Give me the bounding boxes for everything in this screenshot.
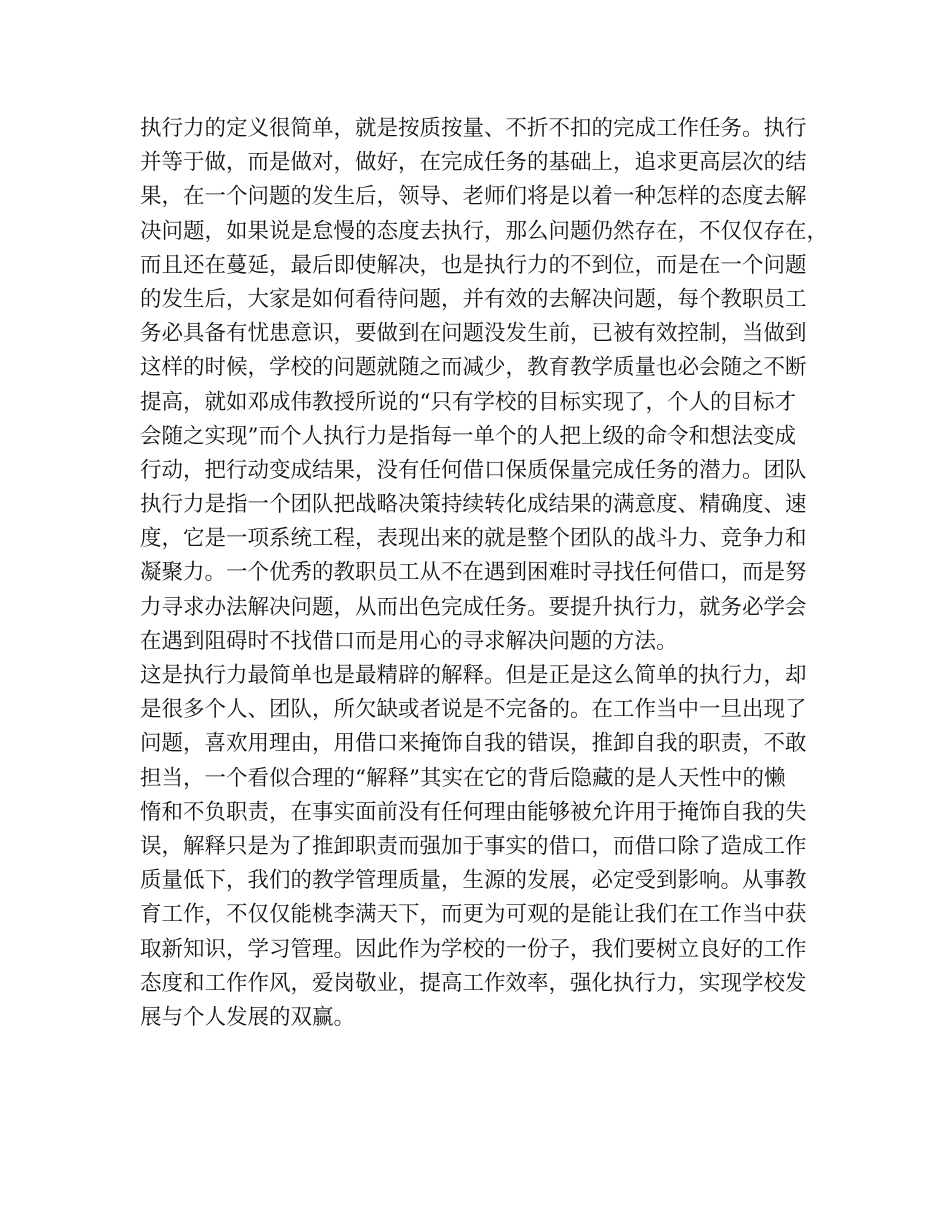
text-line: 担当，一个看似合理的“解释”其实在它的背后隐藏的是人天性中的懒: [140, 765, 786, 791]
text-line: 问题，喜欢用理由，用借口来掩饰自我的错误，推卸自我的职责，不敢: [140, 731, 807, 757]
text-line: 这样的时候，学校的问题就随之而减少，教育教学质量也必会随之不断: [140, 355, 807, 381]
text-line: 行动，把行动变成结果，没有任何借口保质保量完成任务的潜力。团队: [140, 457, 807, 483]
text-line: 凝聚力。一个优秀的教职员工从不在遇到困难时寻找任何借口，而是努: [140, 560, 807, 586]
text-line: 育工作，不仅仅能桃李满天下，而更为可观的是能让我们在工作当中获: [140, 902, 807, 928]
text-line: 执行力的定义很简单，就是按质按量、不折不扣的完成工作任务。执行: [140, 116, 807, 141]
text-line: 并等于做，而是做对，做好，在完成任务的基础上，追求更高层次的结: [140, 150, 807, 176]
text-line: 提高，就如邓成伟教授所说的“只有学校的目标实现了，个人的目标才: [140, 389, 796, 415]
paragraph-2: [140, 659, 830, 1035]
text-line: 这是执行力最简单也是最精辟的解释。但是正是这么简单的执行力，却: [140, 663, 807, 688]
document-body: [140, 112, 830, 1035]
text-line: 质量低下，我们的教学管理质量，生源的发展，必定受到影响。从事教: [140, 868, 807, 894]
text-line: 会随之实现”而个人执行力是指每一单个的人把上级的命令和想法变成: [140, 423, 796, 449]
text-line: 态度和工作作风，爱岗敬业，提高工作效率，强化执行力，实现学校发: [140, 970, 807, 996]
text-line: 是很多个人、团队，所欠缺或者说是不完备的。在工作当中一旦出现了: [140, 697, 807, 723]
text-line: 度，它是一项系统工程，表现出来的就是整个团队的战斗力、竞争力和: [140, 526, 807, 552]
text-line: 务必具备有忧患意识，要做到在问题没发生前，已被有效控制，当做到: [140, 321, 807, 347]
text-line: 执行力是指一个团队把战略决策持续转化成结果的满意度、精确度、速: [140, 492, 807, 518]
text-line: 力寻求办法解决问题，从而出色完成任务。要提升执行力，就务必学会: [140, 594, 807, 620]
text-line: 的发生后，大家是如何看待问题，并有效的去解决问题，每个教职员工: [140, 286, 807, 312]
text-line: 惰和不负职责，在事实面前没有任何理由能够被允许用于掩饰自我的失: [140, 799, 807, 825]
text-line: 误，解释只是为了推卸职责而强加于事实的借口，而借口除了造成工作: [140, 833, 807, 859]
text-line: 展与个人发展的双赢。: [140, 1004, 356, 1030]
text-line: 取新知识，学习管理。因此作为学校的一份子，我们要树立良好的工作: [140, 936, 807, 962]
text-line: 决问题，如果说是怠慢的态度去执行，那么问题仍然存在，不仅仅存在，: [140, 218, 829, 244]
paragraph-1: [140, 112, 830, 659]
text-line: 而且还在蔓延，最后即使解决，也是执行力的不到位，而是在一个问题: [140, 252, 807, 278]
text-line: 果，在一个问题的发生后，领导、老师们将是以着一种怎样的态度去解: [140, 184, 807, 210]
text-line: 在遇到阻碍时不找借口而是用心的寻求解决问题的方法。: [140, 628, 678, 654]
